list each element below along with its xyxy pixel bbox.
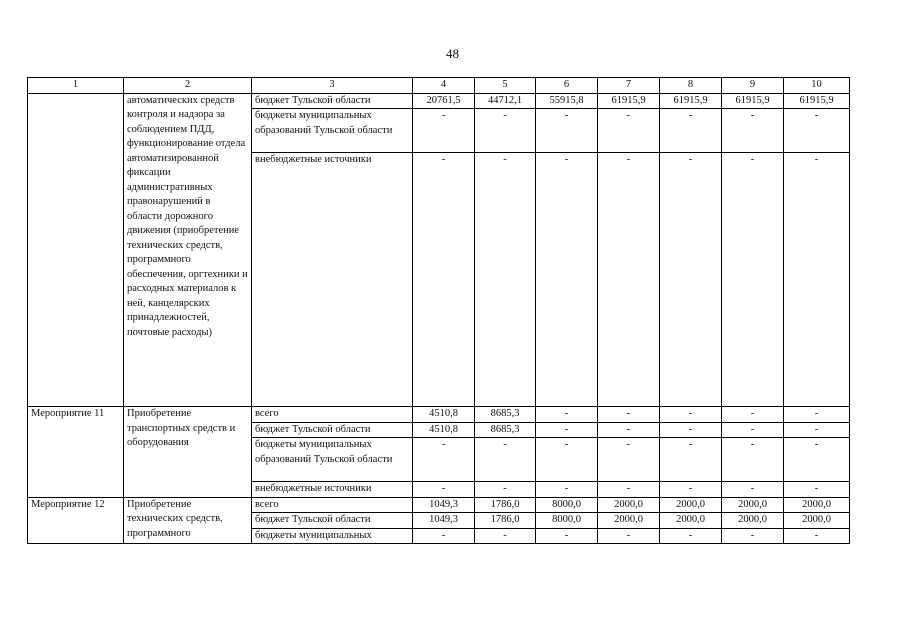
table-row (28, 497, 850, 513)
value-cell: 44712,1 (475, 93, 536, 109)
value-cell: 2000,0 (722, 497, 784, 513)
value-cell: - (598, 407, 660, 423)
value-cell: - (784, 407, 850, 423)
header-cell: 1 (28, 78, 124, 94)
value-cell: - (413, 153, 475, 407)
source-cell: бюджеты муниципальных (252, 528, 413, 544)
value-cell: - (784, 153, 850, 407)
source-cell: бюджеты муниципальных образований Тульской области (252, 109, 413, 153)
budget-table (27, 77, 850, 544)
value-cell: 2000,0 (784, 513, 850, 529)
source-cell: бюджет Тульской области (252, 93, 413, 109)
event-cell: Мероприятие 12 (28, 497, 124, 544)
value-cell: - (475, 438, 536, 482)
event-cell: Мероприятие 11 (28, 407, 124, 498)
header-cell: 7 (598, 78, 660, 94)
page-number: 48 (446, 46, 459, 61)
source-cell: всего (252, 497, 413, 513)
value-cell: - (722, 438, 784, 482)
value-cell: 8000,0 (536, 513, 598, 529)
value-cell: - (598, 482, 660, 498)
value-cell: - (475, 482, 536, 498)
value-cell: - (660, 422, 722, 438)
header-cell: 3 (252, 78, 413, 94)
event-cell (28, 93, 124, 407)
value-cell: - (784, 482, 850, 498)
value-cell: - (722, 153, 784, 407)
value-cell: - (536, 422, 598, 438)
value-cell: 2000,0 (722, 513, 784, 529)
value-cell: 2000,0 (660, 513, 722, 529)
value-cell: - (660, 109, 722, 153)
description-cell: Приобретение технических средств, программного (124, 497, 252, 544)
value-cell: 1786,0 (475, 497, 536, 513)
value-cell: 8685,3 (475, 407, 536, 423)
table-row (28, 407, 850, 423)
value-cell: - (598, 109, 660, 153)
value-cell: - (413, 438, 475, 482)
value-cell: - (784, 422, 850, 438)
value-cell: - (536, 109, 598, 153)
value-cell: - (536, 153, 598, 407)
value-cell: 1786,0 (475, 513, 536, 529)
value-cell: - (660, 482, 722, 498)
header-cell: 2 (124, 78, 252, 94)
source-cell: бюджет Тульской области (252, 422, 413, 438)
header-cell: 5 (475, 78, 536, 94)
value-cell: - (475, 109, 536, 153)
value-cell: - (598, 528, 660, 544)
value-cell: - (660, 407, 722, 423)
value-cell: - (660, 528, 722, 544)
value-cell: - (413, 482, 475, 498)
value-cell: 8685,3 (475, 422, 536, 438)
value-cell: - (536, 482, 598, 498)
value-cell: 8000,0 (536, 497, 598, 513)
source-cell: внебюджетные источники (252, 153, 413, 407)
header-cell: 4 (413, 78, 475, 94)
value-cell: - (598, 422, 660, 438)
source-cell: бюджет Тульской области (252, 513, 413, 529)
header-cell: 8 (660, 78, 722, 94)
value-cell: - (413, 528, 475, 544)
value-cell: - (784, 109, 850, 153)
value-cell: - (660, 438, 722, 482)
value-cell: - (784, 438, 850, 482)
header-cell: 6 (536, 78, 598, 94)
value-cell: 1049,3 (413, 497, 475, 513)
value-cell: 20761,5 (413, 93, 475, 109)
value-cell: - (536, 528, 598, 544)
value-cell: 2000,0 (784, 497, 850, 513)
value-cell: - (475, 528, 536, 544)
value-cell: 61915,9 (722, 93, 784, 109)
value-cell: - (722, 109, 784, 153)
value-cell: 2000,0 (598, 497, 660, 513)
description-cell: автоматических средств контроля и надзора за соблюдением ПДД, функционирование отдела автоматизированной фиксации административных правонарушений в области дорожного движения (приобретение технических средств, программного обеспечения, оргтехники и расходных материалов к ней, канцелярских принадлежностей, почтовые расходы) (124, 93, 252, 407)
header-cell: 10 (784, 78, 850, 94)
value-cell: 55915,8 (536, 93, 598, 109)
value-cell: - (722, 422, 784, 438)
value-cell: - (598, 153, 660, 407)
value-cell: - (536, 438, 598, 482)
value-cell: - (475, 153, 536, 407)
value-cell: 61915,9 (598, 93, 660, 109)
source-cell: бюджеты муниципальных образований Тульской области (252, 438, 413, 482)
value-cell: 2000,0 (598, 513, 660, 529)
value-cell: - (660, 153, 722, 407)
value-cell: 1049,3 (413, 513, 475, 529)
value-cell: - (722, 407, 784, 423)
value-cell: 61915,9 (660, 93, 722, 109)
value-cell: 61915,9 (784, 93, 850, 109)
value-cell: - (413, 109, 475, 153)
source-cell: внебюджетные источники (252, 482, 413, 498)
value-cell: 4510,8 (413, 422, 475, 438)
value-cell: 4510,8 (413, 407, 475, 423)
value-cell: - (536, 407, 598, 423)
header-cell: 9 (722, 78, 784, 94)
header-row (28, 78, 850, 94)
value-cell: - (598, 438, 660, 482)
value-cell: 2000,0 (660, 497, 722, 513)
value-cell: - (722, 482, 784, 498)
source-cell: всего (252, 407, 413, 423)
description-cell: Приобретение транспортных средств и оборудования (124, 407, 252, 498)
value-cell: - (722, 528, 784, 544)
value-cell: - (784, 528, 850, 544)
table-row (28, 93, 850, 109)
